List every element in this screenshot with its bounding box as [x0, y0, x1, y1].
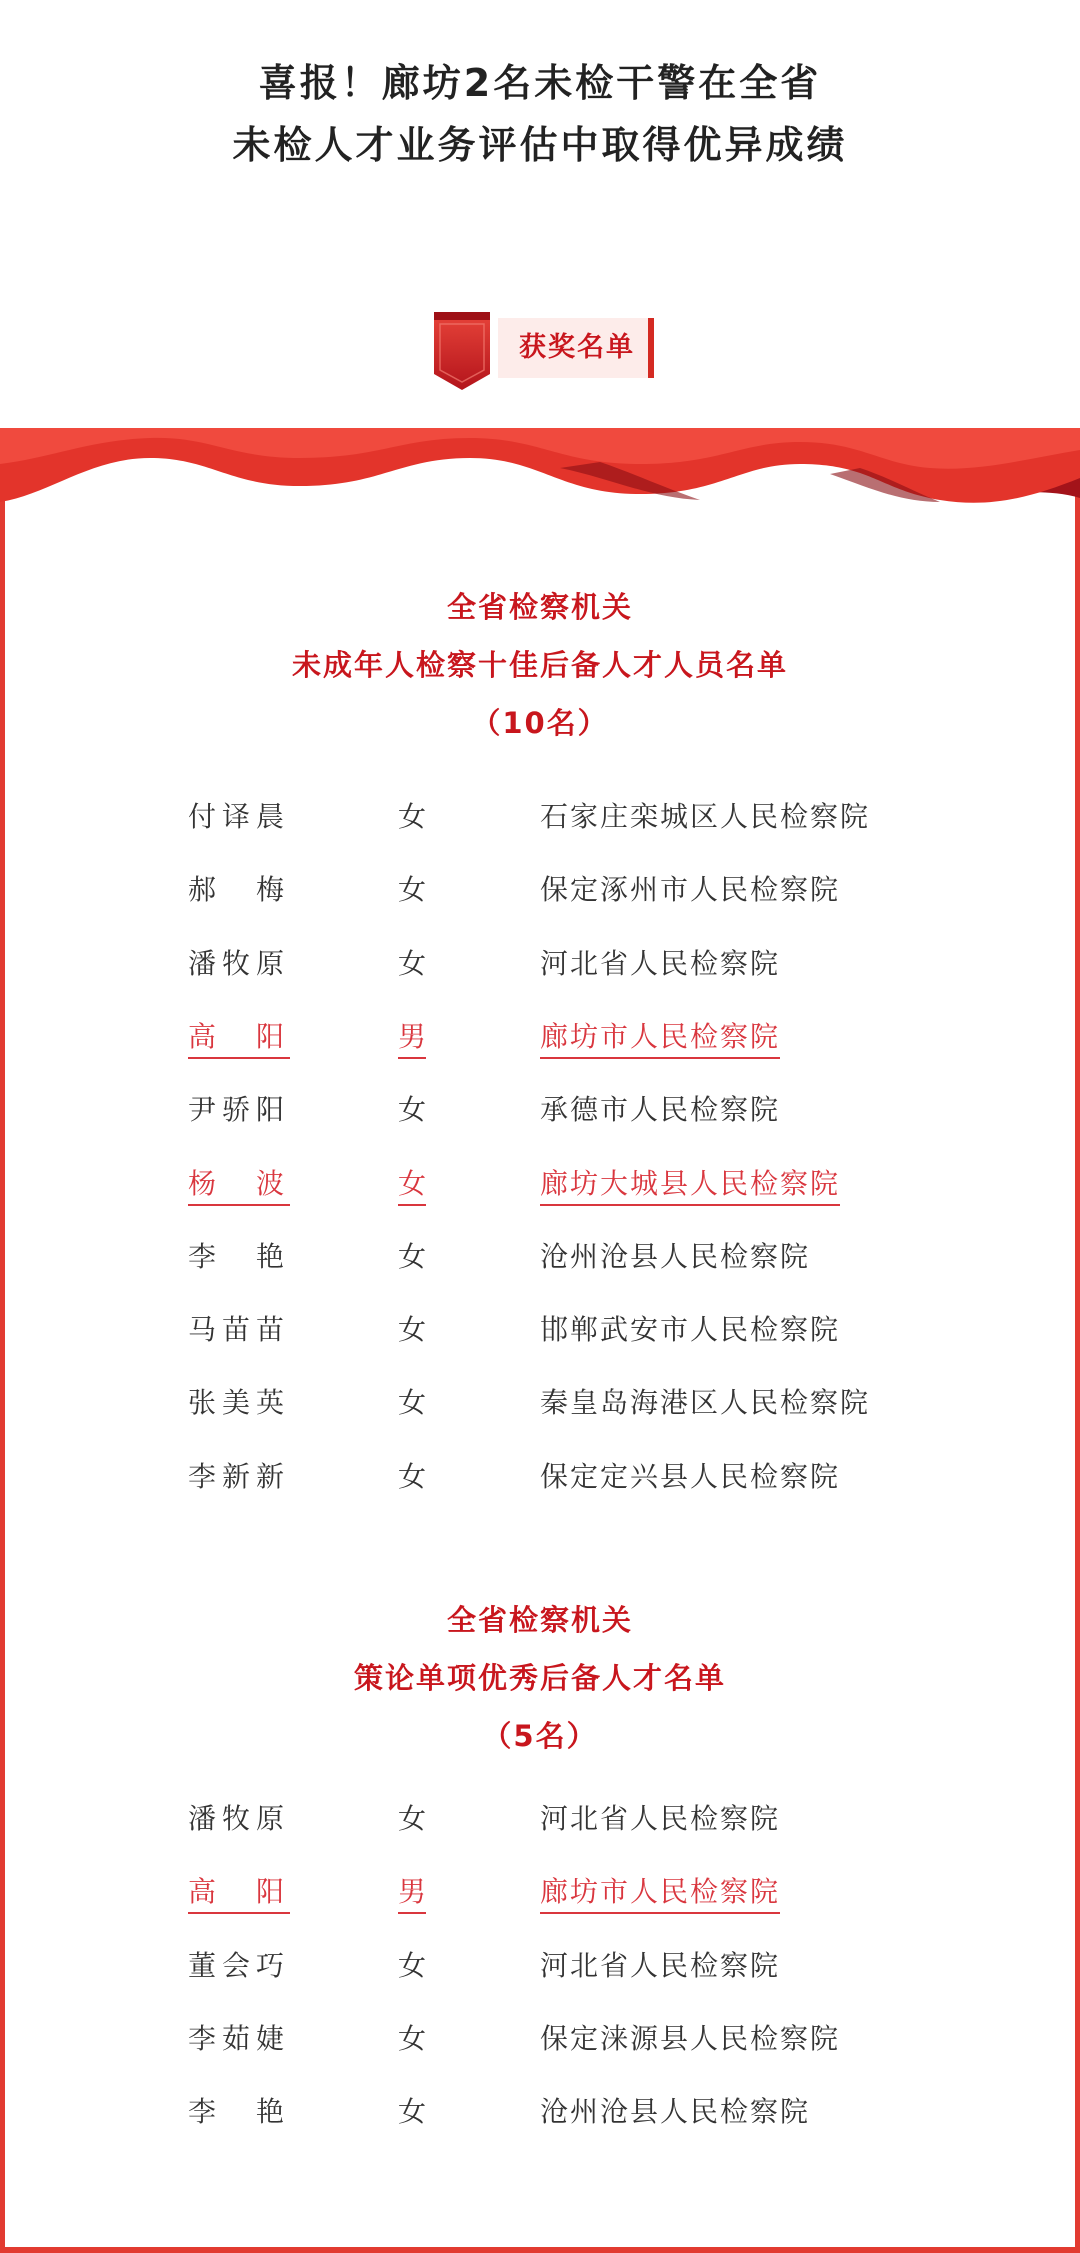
person-name: 潘牧原 — [188, 1802, 291, 1835]
person-name: 李 艳 — [188, 1239, 291, 1273]
person-organization: 廊坊市人民检察院 — [540, 1017, 780, 1059]
person-organization: 保定涿州市人民检察院 — [540, 873, 841, 907]
badge-label: 获奖名单 — [519, 332, 635, 363]
person-organization: 保定涞源县人民检察院 — [540, 2021, 841, 2055]
person-name: 马苗苗 — [188, 1313, 291, 1347]
person-organization: 河北省人民检察院 — [540, 1802, 781, 1835]
list-item — [0, 1310, 1080, 1383]
person-gender: 女 — [398, 1313, 427, 1347]
person-name: 董会巧 — [188, 1948, 291, 1982]
curtain-decoration — [0, 428, 1080, 528]
section-1-count: （10名） — [471, 706, 609, 740]
person-name: 李新新 — [188, 1459, 291, 1493]
award-list-badge — [426, 312, 656, 390]
person-organization: 石家庄栾城区人民检察院 — [540, 800, 871, 833]
list-item — [0, 1457, 1080, 1530]
person-name: 尹骄阳 — [188, 1093, 291, 1127]
section-2-title-line-1: 全省检察机关 — [446, 1603, 633, 1637]
headline-line-2: 未检人才业务评估中取得优异成绩 — [232, 123, 848, 167]
list-item — [0, 797, 1080, 870]
person-gender: 女 — [398, 1093, 427, 1127]
list-item — [0, 1237, 1080, 1310]
list-item — [0, 1017, 1080, 1090]
person-gender: 男 — [398, 1872, 426, 1914]
person-gender: 男 — [398, 1017, 426, 1059]
section-2-count: （5名） — [482, 1719, 598, 1753]
person-gender: 女 — [398, 1164, 426, 1206]
person-gender: 女 — [398, 1948, 427, 1982]
headline — [0, 52, 1080, 176]
person-organization: 保定定兴县人民检察院 — [540, 1459, 841, 1493]
person-name: 高 阳 — [188, 1872, 290, 1914]
person-name: 郝 梅 — [188, 873, 291, 907]
list-item — [0, 1164, 1080, 1237]
person-gender: 女 — [398, 2021, 427, 2055]
person-name: 高 阳 — [188, 1017, 290, 1059]
person-name: 张美英 — [188, 1386, 291, 1420]
list-item — [0, 1872, 1080, 1945]
section-2-title — [0, 1591, 1080, 1765]
person-gender: 女 — [398, 873, 427, 907]
person-name: 付译晨 — [188, 800, 291, 833]
list-item — [0, 2019, 1080, 2092]
person-gender: 女 — [398, 1386, 427, 1420]
person-organization: 廊坊大城县人民检察院 — [540, 1164, 840, 1206]
person-gender: 女 — [398, 800, 427, 833]
person-name: 潘牧原 — [188, 946, 291, 980]
person-organization: 承德市人民检察院 — [540, 1093, 781, 1127]
list-item — [0, 1090, 1080, 1163]
person-organization: 沧州沧县人民检察院 — [540, 1239, 811, 1273]
section-1-title-line-1: 全省检察机关 — [446, 590, 633, 624]
person-gender: 女 — [398, 2095, 427, 2129]
list-item — [0, 1799, 1080, 1872]
list-item — [0, 2092, 1080, 2165]
badge-accent-bar — [648, 318, 654, 378]
person-organization: 河北省人民检察院 — [540, 946, 781, 980]
list-item — [0, 944, 1080, 1017]
person-name: 李 艳 — [188, 2095, 291, 2129]
section-1-title — [0, 578, 1080, 752]
list-item — [0, 1383, 1080, 1456]
person-gender: 女 — [398, 1239, 427, 1273]
person-organization: 邯郸武安市人民检察院 — [540, 1313, 841, 1347]
list-item — [0, 1946, 1080, 2019]
section-1-title-line-2: 未成年人检察十佳后备人才人员名单 — [291, 648, 788, 682]
person-organization: 河北省人民检察院 — [540, 1948, 781, 1982]
person-organization: 秦皇岛海港区人民检察院 — [540, 1386, 871, 1420]
person-name: 李茹婕 — [188, 2021, 291, 2055]
person-name: 杨 波 — [188, 1164, 290, 1206]
person-gender: 女 — [398, 1802, 427, 1835]
list-item — [0, 870, 1080, 943]
person-organization: 沧州沧县人民检察院 — [540, 2095, 811, 2129]
person-organization: 廊坊市人民检察院 — [540, 1872, 780, 1914]
person-gender: 女 — [398, 946, 427, 980]
person-gender: 女 — [398, 1459, 427, 1493]
headline-line-1: 喜报！廊坊2名未检干警在全省 — [258, 61, 822, 105]
ribbon-icon — [426, 312, 498, 390]
section-2-title-line-2: 策论单项优秀后备人才名单 — [353, 1661, 726, 1695]
